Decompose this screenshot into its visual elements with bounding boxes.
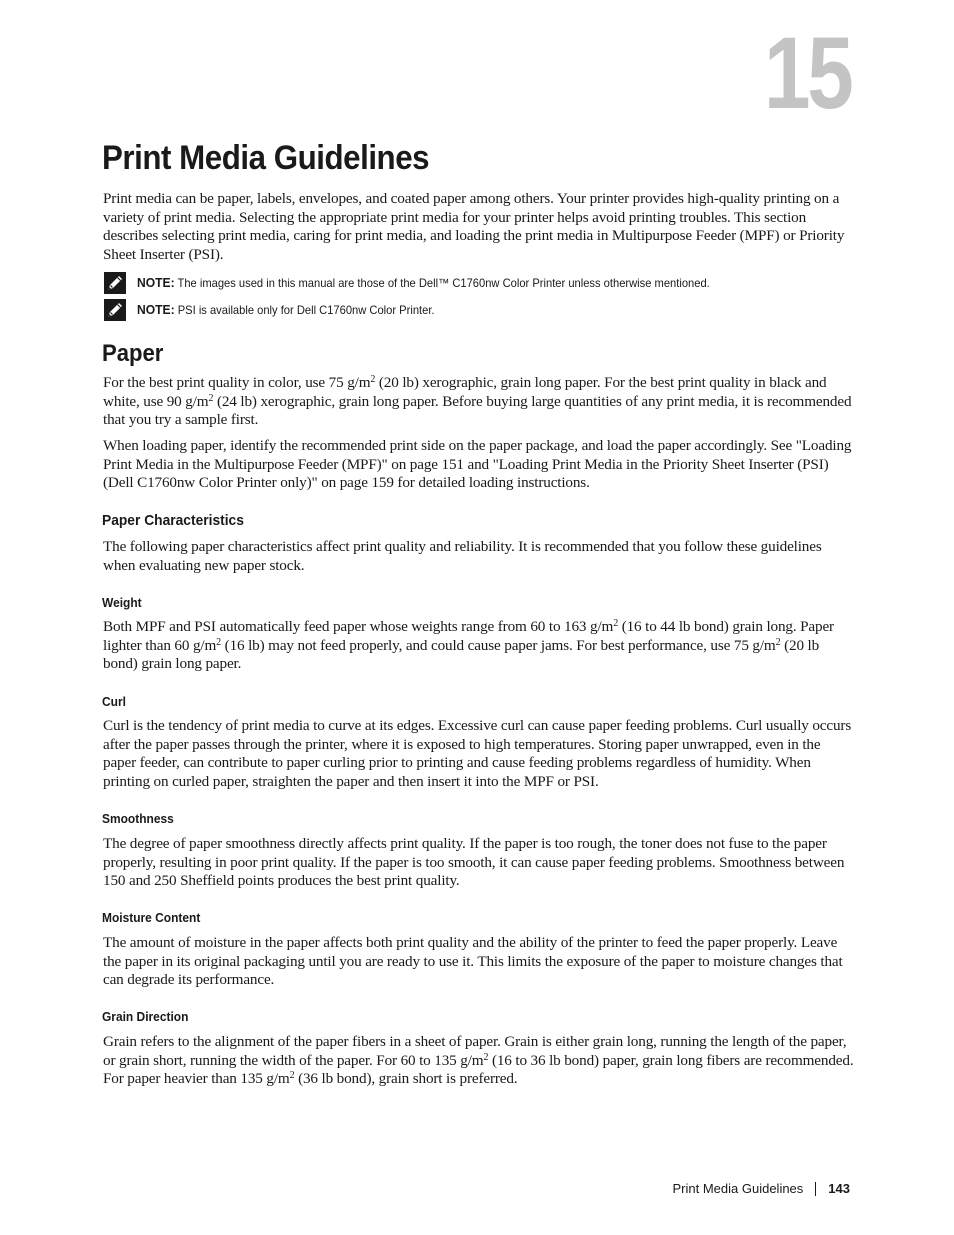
paper-paragraph-1: For the best print quality in color, use 75 $g/m^2$ (20 lb) xerographic, grain long paper. For the best print quality in black and white, use 90 $g/m^2$ (24 lb) xerographic, grain long paper. Before buying large quantities of any print media, it is recommended that you try a sample first. [103,374,852,429]
curl-paragraph: Curl is the tendency of print media to curve at its edges. Excessive curl can cause paper feeding problems. Curl usually occurs after the paper passes through the printer, where it is exposed to high temperatures. Storing paper unwrapped, even in the paper feeder, can contribute to paper curling prior to printing and cause feeding problems regardless of humidity. When printing on curled paper, straighten the paper and then insert it into the MPF or PSI. [103,717,852,791]
subsection-heading-characteristics: Paper Characteristics [102,512,244,529]
moisture-paragraph: The amount of moisture in the paper affects both print quality and the ability of the printer to feed the paper properly. Leave the paper in its original packaging until you are ready to use it. This limits the exposure of the paper to moisture changes that can degrade its performance. [103,934,843,989]
paper-paragraph-2: When loading paper, identify the recommended print side on the paper package, and load the paper accordingly. See "Loading Print Media in the Multipurpose Feeder (MPF)" on page 151 and "Loading Print Media in the Priority Sheet Inserter (PSI) (Dell C1760nw Color Printer only)" on page 159 for detailed loading instructions. [103,437,852,492]
note-2 [104,299,864,321]
heading-moisture: Moisture Content [102,910,201,925]
note-text [137,275,710,291]
heading-curl: Curl [102,694,126,709]
note-pencil-icon [104,299,126,321]
page-footer [673,1180,851,1198]
page-title: Print Media Guidelines [102,139,430,177]
note-label: NOTE: [137,275,175,290]
footer-section-title: Print Media Guidelines [672,1181,804,1196]
note-body: The images used in this manual are those of the Dell™ C1760nw Color Printer unless otherwise mentioned. [177,276,710,290]
footer-divider [815,1182,816,1196]
note-body: PSI is available only for Dell C1760nw Color Printer. [177,303,435,317]
note-pencil-icon [104,272,126,294]
smoothness-paragraph: The degree of paper smoothness directly affects print quality. If the paper is too rough, the toner does not fuse to the paper properly, resulting in poor print quality. If the paper is too smooth, it can cause paper feeding problems. Smoothness between 150 and 250 Sheffield points produces the best print quality. [103,835,845,890]
section-heading-paper: Paper [102,340,164,367]
note-label: NOTE: [137,302,175,317]
chapter-number: 15 [763,16,850,130]
heading-weight: Weight [102,595,142,610]
grain-paragraph: Grain refers to the alignment of the paper fibers in a sheet of paper. Grain is either grain long, running the length of the paper, or grain short, running the width of the paper. For 60 to 135 $g/m^2$ (16 to 36 lb bond) paper, grain long fibers are recommended. For paper heavier than 135 $g/m^2$ (36 lb bond), grain short is preferred. [103,1033,854,1088]
note-1 [104,272,864,294]
page-number: 143 [828,1181,850,1196]
note-text [137,302,435,318]
heading-smoothness: Smoothness [102,811,174,826]
heading-grain: Grain Direction [102,1009,189,1024]
intro-paragraph: Print media can be paper, labels, envelopes, and coated paper among others. Your printer provides high-quality printing on a variety of print media. Selecting the appropriate print media for your printer helps avoid printing troubles. This section describes selecting print media, caring for print media, and loading the print media in Multipurpose Feeder (MPF) or Priority Sheet Inserter (PSI). [103,190,845,264]
weight-paragraph: Both MPF and PSI automatically feed paper whose weights range from 60 to 163 $g/m^2$ (16 to 44 lb bond) grain long. Paper lighter than 60 $g/m^2$ (16 lb) may not feed properly, and could cause paper jams. For best performance, use 75 $g/m^2$ (20 lb bond) grain long paper. [103,618,834,673]
characteristics-intro: The following paper characteristics affect print quality and reliability. It is recommended that you follow these guidelines when evaluating new paper stock. [103,538,822,574]
